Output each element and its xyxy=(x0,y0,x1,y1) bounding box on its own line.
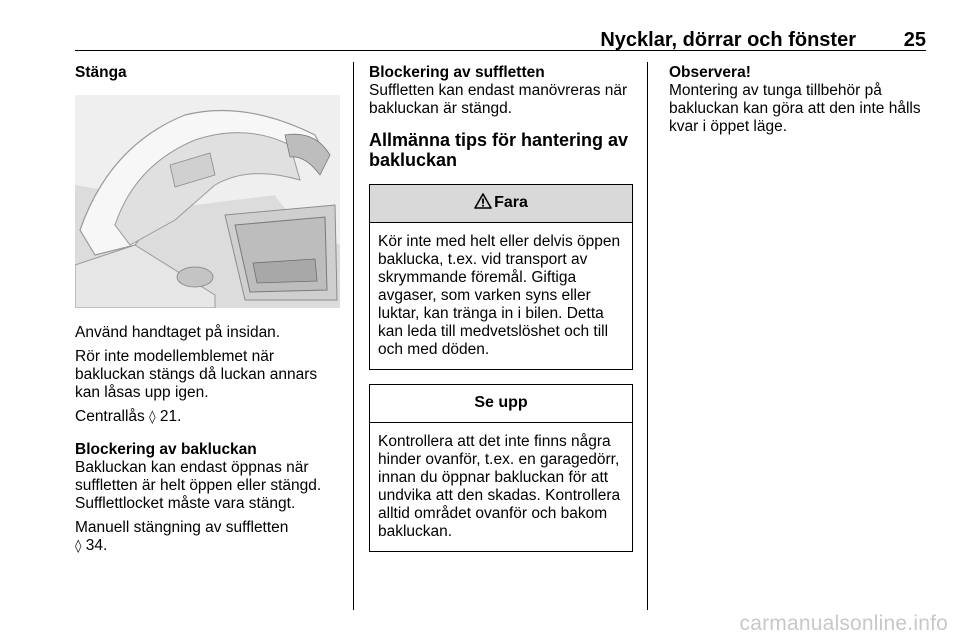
column-1 xyxy=(75,64,340,556)
watermark: carmanualsonline.info xyxy=(739,612,948,635)
page-reference-number[interactable]: 21. xyxy=(159,408,182,425)
caution-box xyxy=(369,384,633,552)
paragraph-roof-blocking: Suffletten kan endast manövreras när bakluckan är stängd. xyxy=(369,82,628,117)
column-2 xyxy=(369,64,634,552)
paragraph-emblem-warning: Rör inte modellemblemet när bakluckan stängs då luckan annars kan låsas upp igen. xyxy=(75,348,318,401)
paragraph-lid-blocking: Bakluckan kan endast öppnas när suffletten är helt öppen eller stängd. Sufflettlocket måste vara stängt. xyxy=(75,459,322,512)
column-3 xyxy=(669,64,931,136)
danger-box-body: Kör inte med helt eller delvis öppen baklucka, t.ex. vid transport av skrymmande föremål. Giftiga avgaser, som varken syns eller luktar, kan tränga in i bilen. Detta kan leda till medvetslöshet och till och med döden. xyxy=(378,233,621,358)
danger-box-title: Fara xyxy=(494,194,528,211)
trunk-lid-illustration xyxy=(75,95,340,308)
note-heading: Observera! xyxy=(669,64,751,81)
header-divider xyxy=(75,50,926,51)
page-reference-icon[interactable]: ◊ xyxy=(75,539,82,554)
chapter-title: Nycklar, dörrar och fönster xyxy=(600,29,856,51)
page-reference-number[interactable]: 34. xyxy=(85,537,108,554)
paragraph-manual-closing xyxy=(75,519,340,556)
caution-box-body: Kontrollera att det inte finns några hinder ovanför, t.ex. en garagedörr, innan du öppnar bakluckan för att undvika att den skadas. Kontrollera alltid området ovanför och bakom bakluckan. xyxy=(378,433,621,540)
note-text: Montering av tunga tillbehör på bakluckan kan göra att den inte hålls kvar i öppet läge. xyxy=(669,82,921,135)
subheading-lid-blocking: Blockering av bakluckan xyxy=(75,441,257,458)
section-heading-general-tips: Allmänna tips för hantering av bakluckan xyxy=(369,130,629,170)
danger-box-header xyxy=(370,185,632,223)
subheading-roof-blocking: Blockering av suffletten xyxy=(369,64,545,81)
ref-label: Centrallås xyxy=(75,408,145,425)
section-heading-close: Stänga xyxy=(75,64,127,81)
danger-box xyxy=(369,184,633,370)
warning-triangle-icon xyxy=(474,193,492,209)
page-reference-icon[interactable]: ◊ xyxy=(149,410,156,425)
caution-box-title: Se upp xyxy=(370,385,632,423)
column-divider-1 xyxy=(353,62,354,610)
paragraph-use-handle: Använd handtaget på insidan. xyxy=(75,324,281,341)
manual-label: Manuell stängning av suffletten xyxy=(75,519,289,536)
page-number: 25 xyxy=(903,29,926,51)
paragraph-central-locking xyxy=(75,408,340,427)
column-divider-2 xyxy=(647,62,648,610)
